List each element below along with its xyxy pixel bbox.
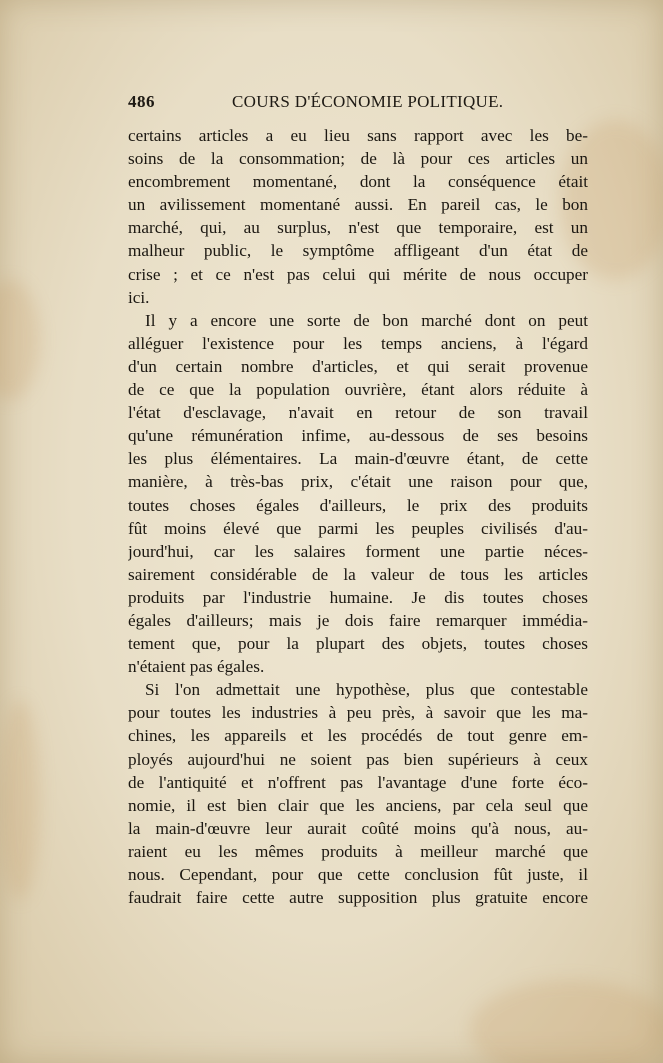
- text-line: sairement considérable de la valeur de tous les articles: [128, 564, 588, 584]
- text-line: tement que, pour la plupart des objets, toutes choses: [128, 634, 588, 654]
- text-line: marché, qui, au surplus, n'est que temporaire, est un: [128, 218, 588, 238]
- page-number: 486: [128, 92, 155, 111]
- text-line: de ce que la population ouvrière, étant alors réduite à: [128, 380, 588, 400]
- text-line: jourd'hui, car les salaires forment une partie néces-: [128, 541, 588, 561]
- text-line: Il y a encore une sorte de bon marché dont on peut: [145, 310, 588, 330]
- text-line: nous. Cependant, pour que cette conclusion fût juste, il: [128, 865, 588, 884]
- text-line: un avilissement momentané aussi. En pareil cas, le bon: [128, 195, 588, 215]
- running-header: [128, 92, 586, 118]
- text-line: chines, les appareils et les procédés de tout genre em-: [128, 726, 588, 746]
- text-line: nomie, il est bien clair que les anciens, par cela seul que: [128, 795, 588, 815]
- text-line: fût moins élevé que parmi les peuples civilisés d'au-: [128, 518, 588, 538]
- text-line: ici.: [128, 287, 150, 307]
- text-line: produits par l'industrie humaine. Je dis toutes choses: [128, 587, 588, 607]
- text-line: alléguer l'existence pour les temps anciens, à l'égard: [128, 333, 588, 353]
- text-line: toutes choses égales d'ailleurs, le prix des produits: [128, 495, 588, 515]
- text-line: la main-d'œuvre leur aurait coûté moins qu'à nous, au-: [128, 818, 588, 838]
- text-line: raient eu les mêmes produits à meilleur marché que: [128, 841, 588, 861]
- running-title: COURS D'ÉCONOMIE POLITIQUE.: [232, 92, 504, 111]
- text-line: de l'antiquité et n'offrent pas l'avantage d'une forte éco-: [128, 772, 588, 792]
- text-line: faudrait faire cette autre supposition plus gratuite encore: [128, 888, 588, 908]
- text-line: manière, à très-bas prix, c'était une raison pour que,: [128, 472, 588, 492]
- text-line: égales d'ailleurs; mais je dois faire remarquer immédia-: [128, 610, 588, 630]
- text-line: malheur public, le symptôme affligeant d'un état de: [128, 241, 588, 261]
- text-line: soins de la consommation; de là pour ces articles un: [128, 149, 588, 169]
- text-line: crise ; et ce n'est pas celui qui mérite de nous occuper: [128, 264, 588, 284]
- text-line: pour toutes les industries à peu près, à savoir que les ma-: [128, 703, 588, 723]
- body-text: [128, 124, 588, 909]
- text-line: certains articles a eu lieu sans rapport avec les be-: [128, 126, 588, 145]
- text-line: ployés aujourd'hui ne soient pas bien supérieurs à ceux: [128, 749, 588, 769]
- text-line: qu'une rémunération infime, au-dessous de ses besoins: [128, 426, 588, 446]
- text-line: les plus élémentaires. La main-d'œuvre étant, de cette: [128, 449, 588, 469]
- text-line: encombrement momentané, dont la conséquence était: [128, 172, 588, 192]
- text-line: n'étaient pas égales.: [128, 657, 265, 677]
- text-line: d'un certain nombre d'articles, et qui serait provenue: [128, 356, 588, 376]
- text-line: l'état d'esclavage, n'avait en retour de son travail: [128, 403, 588, 423]
- text-line: Si l'on admettait une hypothèse, plus que contestable: [145, 680, 588, 700]
